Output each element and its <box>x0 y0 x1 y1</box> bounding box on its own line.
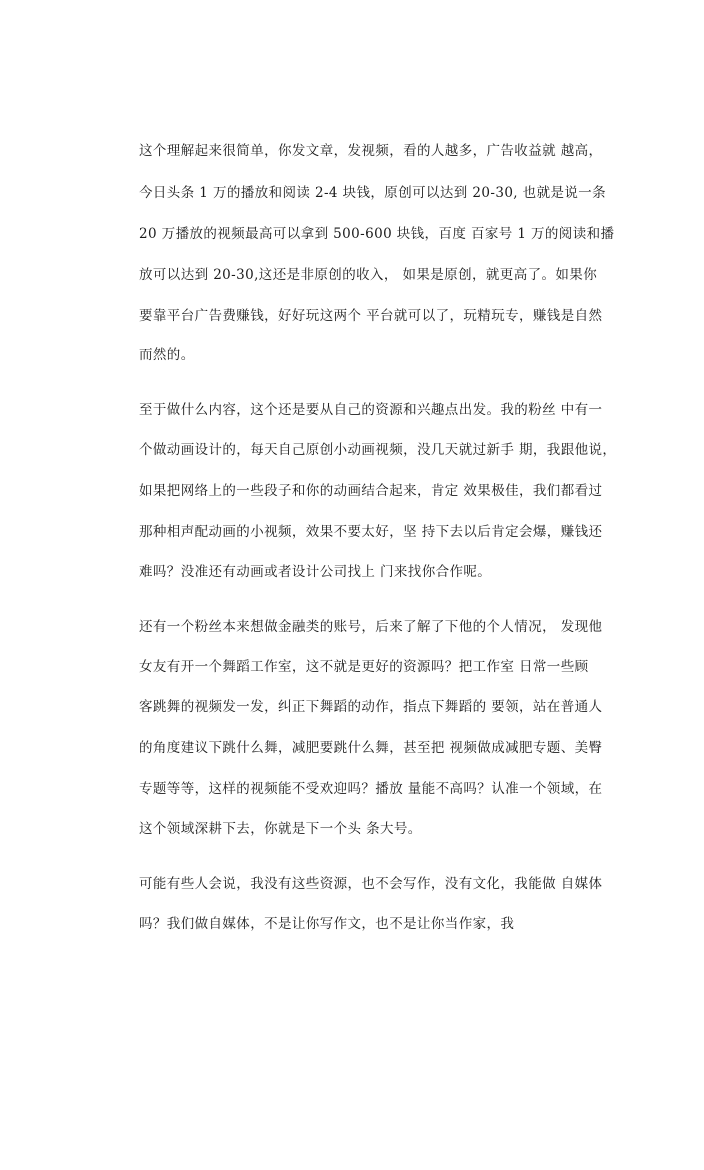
paragraph-line: 难吗？没准还有动画或者设计公司找上 门来找你合作呢。 <box>139 564 492 580</box>
paragraph-line: 客跳舞的视频发一发，纠正下舞蹈的动作，指点下舞蹈的 要领，站在普通人 <box>139 699 603 715</box>
paragraph-line: 吗？我们做自媒体，不是让你写作文，也不是让你当作家，我 <box>139 916 515 932</box>
paragraph-line: 女友有开一个舞蹈工作室，这不就是更好的资源吗？把工作室 日常一些顾 <box>139 659 589 675</box>
paragraph-line: 的角度建议下跳什么舞，减肥要跳什么舞，甚至把 视频做成减肥专题、美臀 <box>139 740 603 756</box>
paragraph-line: 而然的。 <box>139 347 195 363</box>
paragraph-line: 还有一个粉丝本来想做金融类的账号，后来了解了下他的个人情况， 发现他 <box>139 619 603 635</box>
paragraph-line: 专题等等，这样的视频能不受欢迎吗？播放 量能不高吗？认准一个领域，在 <box>139 781 603 797</box>
paragraph-line: 至于做什么内容，这个还是要从自己的资源和兴趣点出发。我的粉丝 中有一 <box>139 402 603 418</box>
paragraph-line: 20 万播放的视频最高可以拿到 500-600 块钱，百度 百家号 1 万的阅读和播 <box>139 226 615 242</box>
paragraph-line: 放可以达到 20-30,这还是非原创的收入， 如果是原创，就更高了。如果你 <box>139 267 598 283</box>
paragraph-line: 可能有些人会说，我没有这些资源，也不会写作，没有文化，我能做 自媒体 <box>139 876 603 892</box>
paragraph-line: 如果把网络上的一些段子和你的动画结合起来，肯定 效果极佳，我们都看过 <box>139 483 603 499</box>
paragraph-line: 这个理解起来很简单，你发文章，发视频，看的人越多，广告收益就 越高， <box>139 143 603 159</box>
paragraph-line: 这个领域深耕下去，你就是下一个头 条大号。 <box>139 821 422 837</box>
paragraph-line: 今日头条 1 万的播放和阅读 2-4 块钱，原创可以达到 20-30, 也就是说一条 <box>139 185 607 201</box>
paragraph-line: 要靠平台广告费赚钱，好好玩这两个 平台就可以了，玩精玩专，赚钱是自然 <box>139 308 603 324</box>
paragraph-line: 那种相声配动画的小视频，效果不要太好，坚 持下去以后肯定会爆，赚钱还 <box>139 524 603 540</box>
paragraph-line: 个做动画设计的，每天自己原创小动画视频，没几天就过新手 期，我跟他说， <box>139 442 617 458</box>
